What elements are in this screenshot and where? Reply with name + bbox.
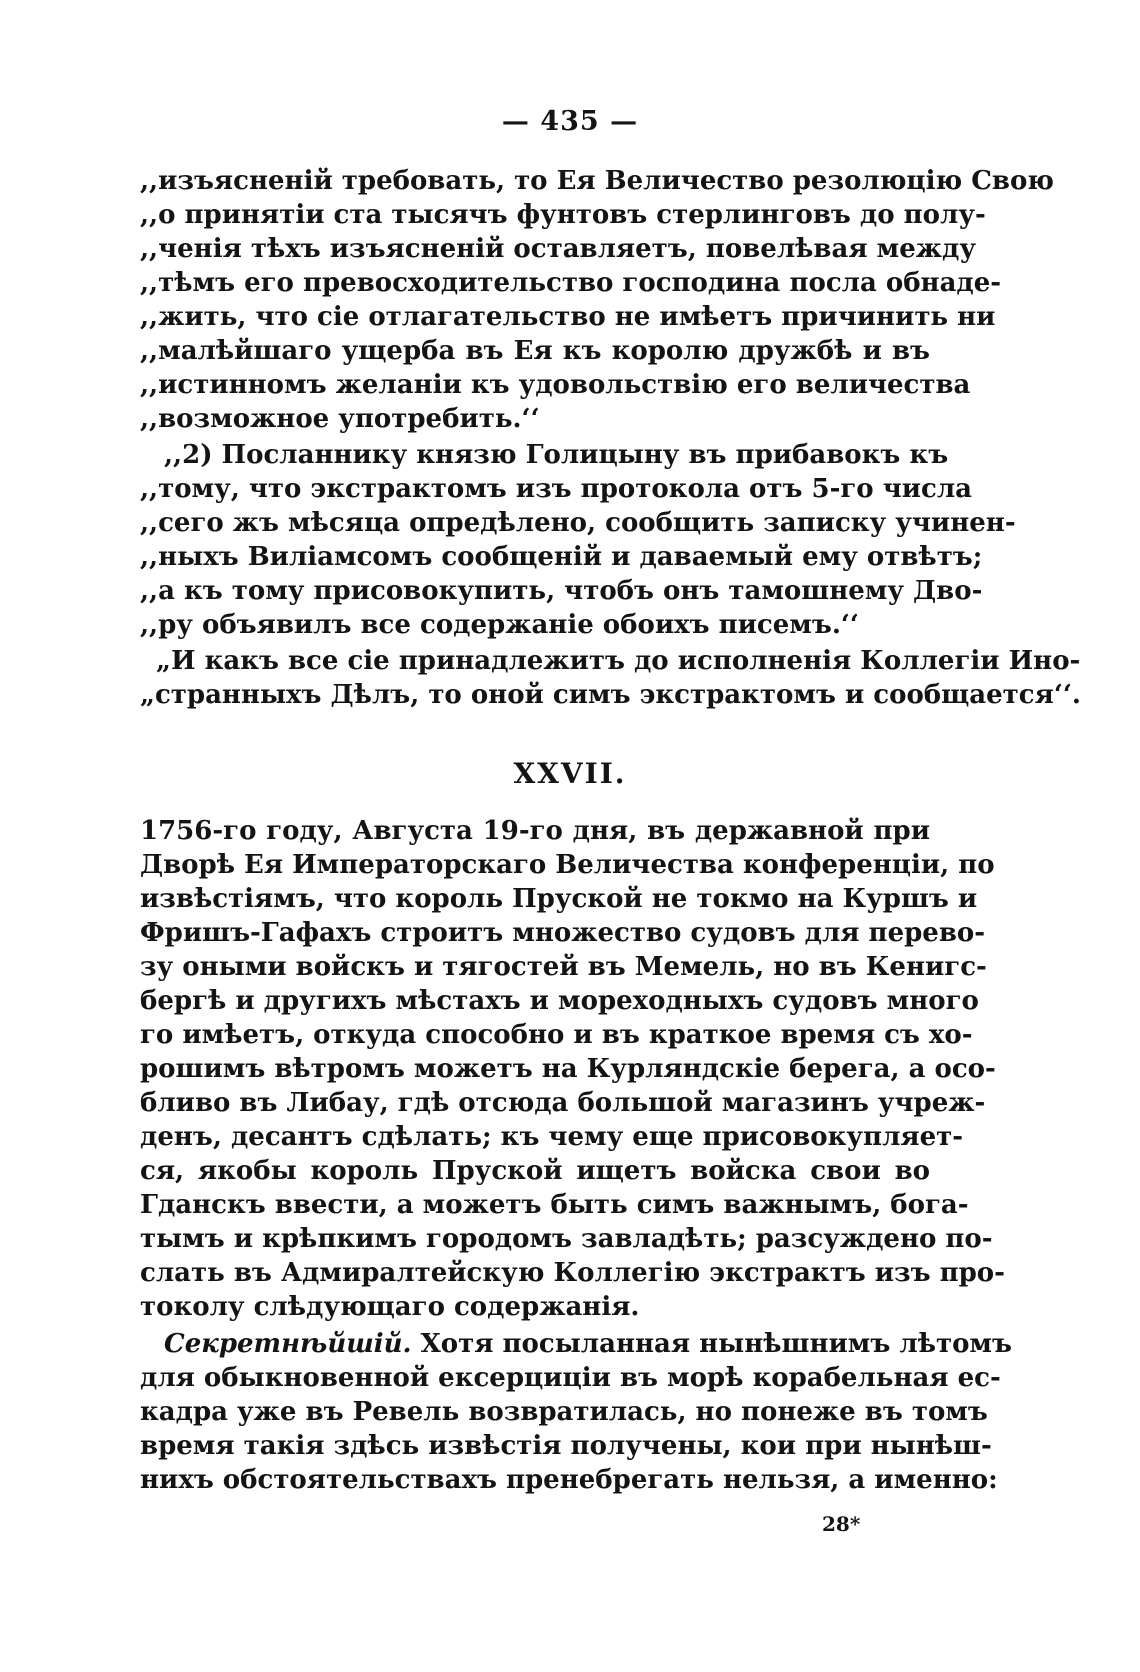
text-line: „странныхъ Дѣлъ, то оной симъ экстрактомъ и сообщается‘‘. (140, 680, 1081, 710)
text-line: тымъ и крѣпкимъ городомъ завладѣть; разсуждено по- (140, 1224, 993, 1254)
text-line: 1756-го году, Августа 19-го дня, въ державной при (140, 816, 930, 846)
text-line: время такія здѣсь извѣстія получены, кои при нынѣш- (140, 1431, 992, 1461)
text-line: ,,ру объявилъ все содержаніе обоихъ писемъ.‘‘ (140, 610, 859, 640)
text-line: ,,о принятіи ста тысячъ фунтовъ стерлинговъ до полу- (140, 200, 986, 230)
text-line: Фришъ-Гафахъ строитъ множество судовъ для перево- (140, 918, 986, 948)
secret-label: Секретнѣйшій. (164, 1329, 412, 1359)
text-line: рошимъ вѣтромъ можетъ на Курляндскіе берега, а осо- (140, 1054, 996, 1084)
text-line: ,,ныхъ Виліамсомъ сообщеній и даваемый ему отвѣтъ; (140, 542, 983, 572)
text-line: ,,жить, что сіе отлагательство не имѣетъ причинить ни (140, 302, 996, 332)
text-line: ,,сего жъ мѣсяца опредѣлено, сообщить записку учинен- (140, 508, 1016, 538)
text-line: ,,изъясненій требовать, то Ея Величество резолюцію Свою (140, 166, 1054, 196)
text-line: кадра уже въ Ревель возвратилась, но понеже въ томъ (140, 1397, 988, 1427)
text-line: слать въ Адмиралтейскую Коллегію экстрактъ изъ про- (140, 1258, 1005, 1288)
text-line: денъ, десантъ сдѣлать; къ чему еще присовокупляет- (140, 1122, 964, 1152)
text-line: го имѣетъ, откуда способно и въ краткое время съ хо- (140, 1020, 973, 1050)
text-line: ,,малѣйшаго ущерба въ Ея къ королю дружбѣ и въ (140, 336, 930, 366)
text-line (164, 1326, 1012, 1362)
text-fragment: Хотя посыланная нынѣшнимъ лѣтомъ (420, 1329, 1012, 1359)
text-line: ,,тому, что экстрактомъ изъ протокола отъ 5-го числа (140, 474, 973, 504)
text-line: нихъ обстоятельствахъ пренебрегать нельзя, а именно: (140, 1465, 998, 1495)
text-line: токолу слѣдующаго содержанія. (140, 1292, 640, 1322)
signature-mark: 28* (822, 1512, 861, 1536)
page-number: — 435 — (501, 106, 639, 137)
text-line: ,,2) Посланнику князю Голицыну въ прибавокъ къ (164, 440, 949, 470)
text-line: ,,тѣмъ его превосходительство господина посла обнаде- (140, 268, 1002, 298)
text-line: ,,возможное употребить.‘‘ (140, 404, 540, 434)
text-line: зу оными войскъ и тягостей въ Мемель, но въ Кенигс- (140, 952, 987, 982)
text-line: бергѣ и другихъ мѣстахъ и мореходныхъ судовъ много (140, 986, 979, 1016)
text-line: извѣстіямъ, что король Пруской не токмо на Куршъ и (140, 884, 978, 914)
section-title: XXVII. (513, 757, 627, 790)
text-line: Гданскъ ввести, а можетъ быть симъ важнымъ, бога- (140, 1190, 969, 1220)
text-line: бливо въ Либау, гдѣ отсюда большой магазинъ учреж- (140, 1088, 986, 1118)
text-line: ,,ченія тѣхъ изъясненій оставляетъ, повелѣвая между (140, 234, 976, 264)
text-line: Дворѣ Ея Императорскаго Величества конференціи, по (140, 850, 995, 880)
text-line: ,,истинномъ желаніи къ удовольствію его величества (140, 370, 971, 400)
text-line: „И какъ все сіе принадлежитъ до исполненія Коллегіи Ино- (156, 646, 1081, 676)
text-line: ся, якобы король Пруской ищетъ войска свои во (140, 1156, 930, 1186)
text-line: для обыкновенной ексерциціи въ морѣ корабельная ес- (140, 1363, 1001, 1393)
text-line: ,,а къ тому присовокупить, чтобъ онъ тамошнему Дво- (140, 576, 983, 606)
